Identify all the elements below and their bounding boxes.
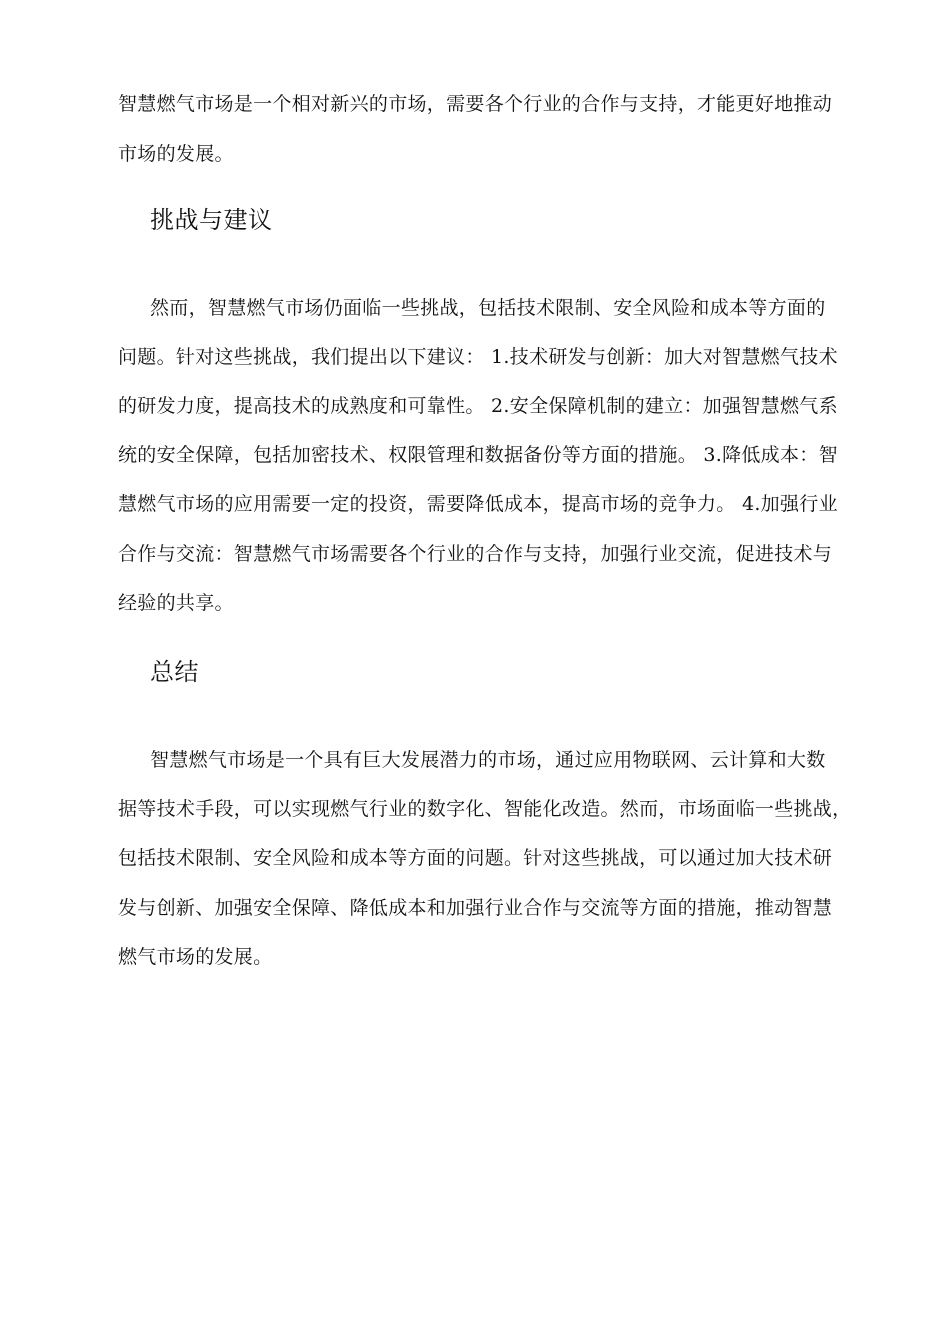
- summary-line-3: 包括技术限制、安全风险和成本等方面的问题。针对这些挑战，可以通过加大技术研: [118, 847, 833, 869]
- challenges-line-1: 然而，智慧燃气市场仍面临一些挑战，包括技术限制、安全风险和成本等方面的: [150, 297, 826, 319]
- challenges-line-7: 经验的共享。: [118, 592, 234, 614]
- challenges-line-6: 合作与交流：智慧燃气市场需要各个行业的合作与支持，加强行业交流，促进技术与: [118, 543, 833, 565]
- section-heading-challenges: 挑战与建议: [150, 206, 273, 234]
- intro-line-1: 智慧燃气市场是一个相对新兴的市场，需要各个行业的合作与支持，才能更好地推动: [118, 93, 833, 115]
- intro-line-2: 市场的发展。: [118, 143, 234, 165]
- summary-line-1: 智慧燃气市场是一个具有巨大发展潜力的市场，通过应用物联网、云计算和大数: [150, 749, 826, 771]
- challenges-line-4: 统的安全保障，包括加密技术、权限管理和数据备份等方面的措施。 3.降低成本：智: [118, 444, 838, 466]
- summary-line-2: 据等技术手段，可以实现燃气行业的数字化、智能化改造。然而，市场面临一些挑战，: [118, 798, 852, 820]
- summary-line-4: 发与创新、加强安全保障、降低成本和加强行业合作与交流等方面的措施，推动智慧: [118, 897, 833, 919]
- section-heading-summary: 总结: [150, 658, 199, 686]
- summary-line-5: 燃气市场的发展。: [118, 946, 273, 968]
- challenges-line-3: 的研发力度，提高技术的成熟度和可靠性。 2.安全保障机制的建立：加强智慧燃气系: [118, 395, 838, 417]
- challenges-line-2: 问题。针对这些挑战，我们提出以下建议： 1.技术研发与创新：加大对智慧燃气技术: [118, 346, 838, 368]
- challenges-line-5: 慧燃气市场的应用需要一定的投资，需要降低成本，提高市场的竞争力。 4.加强行业: [118, 493, 838, 515]
